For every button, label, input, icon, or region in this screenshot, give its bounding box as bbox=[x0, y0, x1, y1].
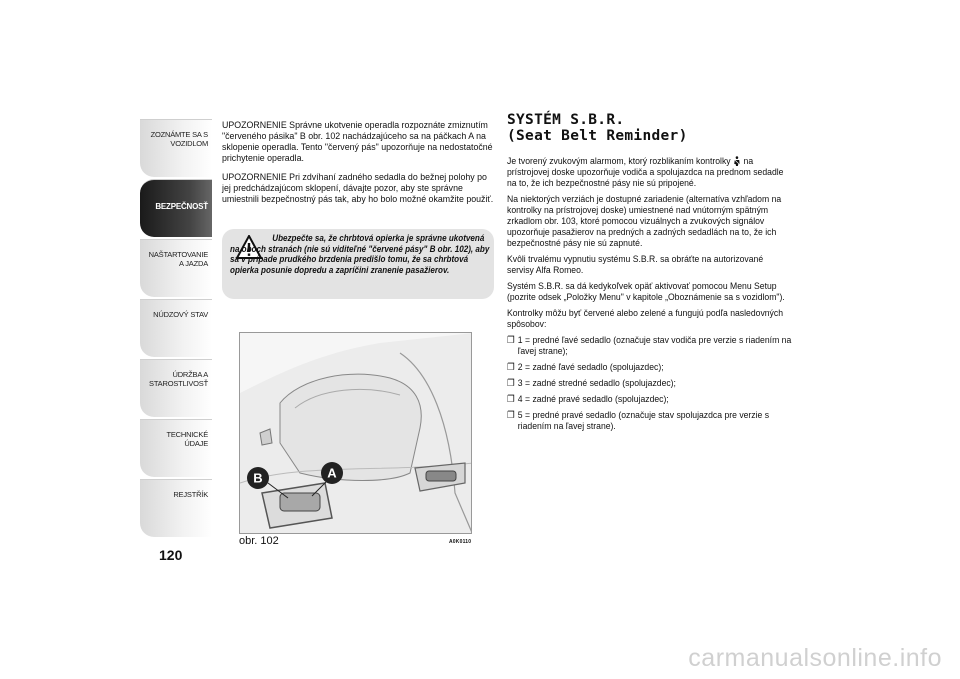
note-paragraph-1: UPOZORNENIE Správne ukotvenie operadla rozpoznáte zmiznutím "červeného pásika" B obr. 102 nachádzajúceho sa na páčkach A na sklopenie operadla. Tento "červený pás" upozorňuje na nedostatočné prichytenie operadla. bbox=[222, 120, 493, 164]
tab-label: ZOZNÁMTE SA S VOZIDLOM bbox=[150, 130, 208, 148]
left-column bbox=[222, 120, 494, 213]
tab-bezpecnost[interactable] bbox=[140, 179, 212, 237]
sbr-paragraph-1 bbox=[507, 156, 790, 189]
tab-technicke-udaje[interactable] bbox=[140, 419, 212, 477]
tab-rejstrik[interactable] bbox=[140, 479, 212, 537]
checkbox-bullet-icon: ❐ bbox=[507, 394, 515, 405]
list-item-text: 3 = zadné stredné sedadlo (spolujazdec); bbox=[517, 378, 676, 389]
sbr-paragraph-4: Systém S.B.R. sa dá kedykoľvek opäť aktivovať pomocou Menu Setup (pozrite odsek „Položky Menu" v kapitole „Oboznámenie sa s vozidlom"). bbox=[507, 281, 785, 303]
paragraph-text-after: na prístrojovej doske upozorňuje vodiča a spolujazdca na prednom sedadle na to, že ich bezpečnostné pásy nie sú pripojené. bbox=[507, 156, 784, 189]
checkbox-bullet-icon: ❐ bbox=[507, 410, 515, 421]
right-column bbox=[507, 112, 792, 437]
tab-nastartovanie[interactable] bbox=[140, 239, 212, 297]
label-b: B bbox=[253, 470, 263, 486]
checkbox-bullet-icon: ❐ bbox=[507, 362, 515, 373]
sbr-paragraph-2: Na niektorých verziách je dostupné zariadenie (alternatíva vzhľadom na kontrolky na prístrojovej doske) umiestnené nad vnútorným spätným zrkadlom obr. 103, ktoré pomocou vizuálnych a zvukových signálov upozorňuje pasažierov na predných a zadných sedadlách na to, že ich bezpečnostné pásy nie sú zapnuté. bbox=[507, 194, 782, 249]
figure-102 bbox=[239, 332, 472, 534]
tab-label: TECHNICKÉ ÚDAJE bbox=[166, 430, 208, 448]
seat-belt-warning-icon bbox=[733, 156, 741, 166]
tab-nudzovy-stav[interactable] bbox=[140, 299, 212, 357]
list-item-text: 1 = predné ľavé sedadlo (označuje stav vodiča pre verzie s riadením na ľavej strane); bbox=[517, 335, 792, 357]
warning-text: Ubezpečte sa, že chrbtová opierka je správne ukotvená na oboch stranách (nie sú viditeľné "červené pásy" B obr. 102), aby sa v prípade prudkého brzdenia predišlo tomu, že sa chrbtová opierka posunie dopredu a zapríčini zranenie pasažierov. bbox=[230, 233, 490, 275]
watermark: carmanualsonline.info bbox=[688, 644, 942, 672]
figure-code: A0K0110 bbox=[449, 539, 472, 545]
tab-label: NÚDZOVÝ STAV bbox=[153, 310, 208, 319]
sbr-paragraph-5: Kontrolky môžu byť červené alebo zelené a fungujú podľa nasledovných spôsobov: bbox=[507, 308, 784, 330]
tab-label: ÚDRŽBA A STAROSTLIVOSŤ bbox=[149, 370, 208, 388]
page-number: 120 bbox=[159, 547, 183, 563]
list-item bbox=[507, 335, 800, 357]
warning-box bbox=[222, 229, 494, 299]
tab-zoznamte-sa[interactable] bbox=[140, 119, 212, 177]
sbr-paragraph-3: Kvôli trvalému vypnutiu systému S.B.R. sa obráťte na autorizované servisy Alfa Romeo. bbox=[507, 254, 764, 276]
figure-caption: obr. 102 bbox=[239, 535, 279, 547]
seat-illustration bbox=[240, 333, 472, 534]
section-heading bbox=[507, 112, 792, 144]
label-a: A bbox=[327, 465, 337, 481]
list-item-text: 5 = predné pravé sedadlo (označuje stav spolujazdca pre verzie s riadením na ľavej strane). bbox=[517, 410, 770, 432]
list-item bbox=[507, 362, 800, 373]
list-item-text: 2 = zadné ľavé sedadlo (spolujazdec); bbox=[517, 362, 664, 373]
list-item bbox=[507, 378, 800, 389]
tab-label: NAŠTARTOVANIE A JAZDA bbox=[148, 250, 208, 268]
tab-label: REJSTŘÍK bbox=[173, 490, 208, 499]
note-paragraph-2: UPOZORNENIE Pri zdvíhaní zadného sedadla do bežnej polohy po jej predchádzajúcom sklopení, dávajte pozor, aby ste správne umiestnili bezpečnostný pás tak, aby ho bolo možné okamžite použiť. bbox=[222, 172, 494, 205]
tab-label: BEZPEČNOSŤ bbox=[155, 202, 208, 211]
list-item bbox=[507, 394, 800, 405]
paragraph-text-before: Je tvorený zvukovým alarmom, ktorý rozblikaním kontrolky bbox=[507, 156, 731, 167]
checkbox-bullet-icon: ❐ bbox=[507, 378, 515, 389]
tab-udrzba[interactable] bbox=[140, 359, 212, 417]
checkbox-bullet-icon: ❐ bbox=[507, 335, 515, 346]
seat-indicator-list bbox=[507, 335, 792, 432]
list-item bbox=[507, 410, 800, 432]
heading-line-1: SYSTÉM S.B.R. bbox=[507, 112, 625, 128]
heading-line-2: (Seat Belt Reminder) bbox=[507, 128, 688, 144]
list-item-text: 4 = zadné pravé sedadlo (spolujazdec); bbox=[517, 394, 669, 405]
